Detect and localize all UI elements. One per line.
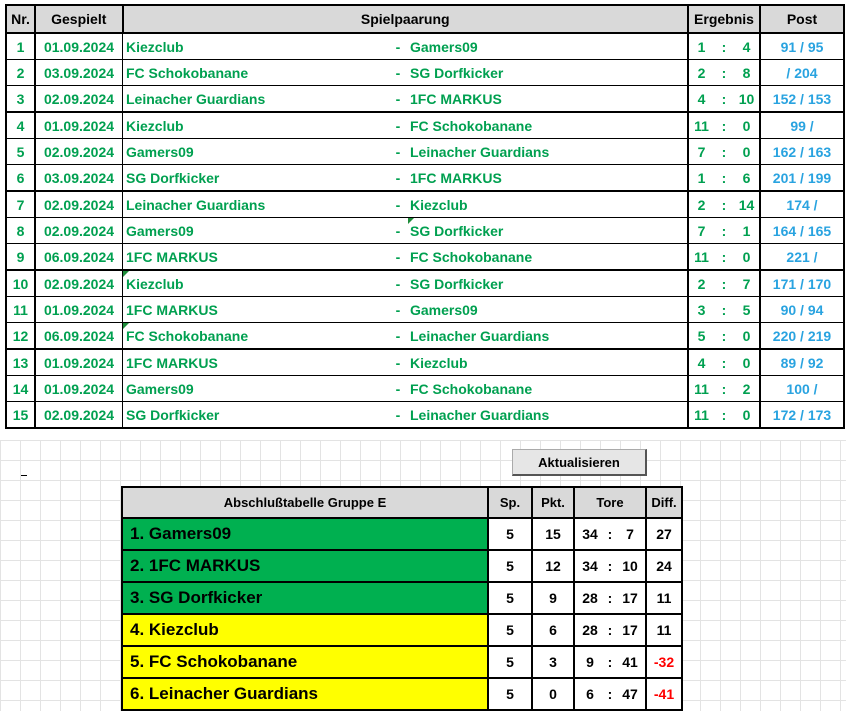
- match-nr: 5: [6, 139, 35, 165]
- post-ids: 221 /: [760, 244, 844, 271]
- home-goals: 1: [688, 33, 714, 60]
- away-goals: 1: [734, 218, 760, 244]
- away-team: FC Schokobanane: [408, 376, 688, 402]
- goals-against: 10: [615, 550, 646, 582]
- goal-difference: -41: [646, 678, 682, 710]
- home-goals: 7: [688, 139, 714, 165]
- score-colon: :: [714, 349, 734, 376]
- match-date: 06.09.2024: [35, 323, 123, 350]
- goals-colon: :: [605, 582, 615, 614]
- home-goals: 11: [688, 376, 714, 402]
- team-name: 1. Gamers09: [122, 518, 488, 550]
- match-nr: 6: [6, 165, 35, 192]
- points: 15: [532, 518, 574, 550]
- match-dash: -: [388, 349, 408, 376]
- match-nr: 11: [6, 297, 35, 323]
- team-name: 5. FC Schokobanane: [122, 646, 488, 678]
- away-team: Kiezclub: [408, 191, 688, 218]
- goal-difference: -32: [646, 646, 682, 678]
- goal-difference: 11: [646, 614, 682, 646]
- away-goals: 14: [734, 191, 760, 218]
- home-team: Gamers09: [123, 139, 389, 165]
- games-played: 5: [488, 582, 532, 614]
- away-goals: 0: [734, 349, 760, 376]
- home-goals: 2: [688, 60, 714, 86]
- games-played: 5: [488, 614, 532, 646]
- post-ids: 89 / 92: [760, 349, 844, 376]
- home-goals: 4: [688, 349, 714, 376]
- home-goals: 2: [688, 191, 714, 218]
- home-team: Kiezclub: [123, 270, 389, 297]
- refresh-button[interactable]: Aktualisieren: [512, 449, 647, 476]
- away-team: Kiezclub: [408, 349, 688, 376]
- away-team: SG Dorfkicker: [408, 60, 688, 86]
- match-date: 02.09.2024: [35, 139, 123, 165]
- goals-for: 34: [574, 518, 605, 550]
- match-dash: -: [388, 376, 408, 402]
- match-date: 02.09.2024: [35, 218, 123, 244]
- match-nr: 9: [6, 244, 35, 271]
- away-goals: 0: [734, 402, 760, 429]
- away-team: Leinacher Guardians: [408, 139, 688, 165]
- standings-title: Abschlußtabelle Gruppe E: [122, 487, 488, 518]
- score-colon: :: [714, 191, 734, 218]
- away-goals: 5: [734, 297, 760, 323]
- header-nr: Nr.: [6, 5, 35, 33]
- match-date: 06.09.2024: [35, 244, 123, 271]
- away-goals: 8: [734, 60, 760, 86]
- match-date: 03.09.2024: [35, 60, 123, 86]
- post-ids: 100 /: [760, 376, 844, 402]
- score-colon: :: [714, 60, 734, 86]
- standings-rows: [122, 518, 682, 710]
- points: 0: [532, 678, 574, 710]
- team-name: 4. Kiezclub: [122, 614, 488, 646]
- post-ids: 162 / 163: [760, 139, 844, 165]
- post-ids: / 204: [760, 60, 844, 86]
- standings-row: [122, 614, 682, 646]
- home-team: 1FC MARKUS: [123, 349, 389, 376]
- match-rows: [6, 33, 844, 428]
- header-tore: Tore: [574, 487, 646, 518]
- goals-colon: :: [605, 518, 615, 550]
- score-colon: :: [714, 244, 734, 271]
- match-header-row: [6, 5, 844, 33]
- games-played: 5: [488, 518, 532, 550]
- match-row: [6, 402, 844, 429]
- goals-colon: :: [605, 646, 615, 678]
- match-dash: -: [388, 191, 408, 218]
- match-dash: -: [388, 33, 408, 60]
- standings-row: [122, 582, 682, 614]
- home-goals: 4: [688, 86, 714, 113]
- match-date: 01.09.2024: [35, 349, 123, 376]
- home-goals: 2: [688, 270, 714, 297]
- match-dash: -: [388, 244, 408, 271]
- home-team: Leinacher Guardians: [123, 86, 389, 113]
- standings-row: [122, 550, 682, 582]
- points: 6: [532, 614, 574, 646]
- match-nr: 4: [6, 112, 35, 139]
- match-dash: -: [388, 270, 408, 297]
- games-played: 5: [488, 678, 532, 710]
- away-goals: 0: [734, 244, 760, 271]
- goals-against: 7: [615, 518, 646, 550]
- match-nr: 2: [6, 60, 35, 86]
- post-ids: 90 / 94: [760, 297, 844, 323]
- goals-colon: :: [605, 550, 615, 582]
- post-ids: 171 / 170: [760, 270, 844, 297]
- away-team: Gamers09: [408, 297, 688, 323]
- cell-marker: [21, 475, 27, 476]
- standings-header-row: [122, 487, 682, 518]
- score-colon: :: [714, 139, 734, 165]
- header-gespielt: Gespielt: [35, 5, 123, 33]
- match-date: 02.09.2024: [35, 270, 123, 297]
- home-goals: 11: [688, 244, 714, 271]
- match-nr: 8: [6, 218, 35, 244]
- score-colon: :: [714, 112, 734, 139]
- home-team: FC Schokobanane: [123, 323, 389, 350]
- home-goals: 7: [688, 218, 714, 244]
- post-ids: 152 / 153: [760, 86, 844, 113]
- post-ids: 172 / 173: [760, 402, 844, 429]
- match-schedule-table: [5, 4, 845, 429]
- header-sp: Sp.: [488, 487, 532, 518]
- match-nr: 10: [6, 270, 35, 297]
- score-colon: :: [714, 86, 734, 113]
- away-goals: 10: [734, 86, 760, 113]
- header-diff: Diff.: [646, 487, 682, 518]
- post-ids: 220 / 219: [760, 323, 844, 350]
- goal-difference: 27: [646, 518, 682, 550]
- match-nr: 15: [6, 402, 35, 429]
- home-team: Leinacher Guardians: [123, 191, 389, 218]
- away-goals: 0: [734, 323, 760, 350]
- goals-colon: :: [605, 678, 615, 710]
- score-colon: :: [714, 270, 734, 297]
- match-nr: 3: [6, 86, 35, 113]
- score-colon: :: [714, 323, 734, 350]
- header-spielpaarung: Spielpaarung: [123, 5, 689, 33]
- goals-against: 17: [615, 582, 646, 614]
- away-goals: 0: [734, 139, 760, 165]
- goals-for: 6: [574, 678, 605, 710]
- header-pkt: Pkt.: [532, 487, 574, 518]
- match-dash: -: [388, 112, 408, 139]
- match-row: [6, 270, 844, 297]
- match-dash: -: [388, 60, 408, 86]
- match-row: [6, 191, 844, 218]
- away-team: Leinacher Guardians: [408, 402, 688, 429]
- post-ids: 99 /: [760, 112, 844, 139]
- score-colon: :: [714, 402, 734, 429]
- post-ids: 174 /: [760, 191, 844, 218]
- home-team: Gamers09: [123, 376, 389, 402]
- goals-for: 28: [574, 582, 605, 614]
- goals-for: 28: [574, 614, 605, 646]
- post-ids: 201 / 199: [760, 165, 844, 192]
- post-ids: 91 / 95: [760, 33, 844, 60]
- home-team: FC Schokobanane: [123, 60, 389, 86]
- home-team: Gamers09: [123, 218, 389, 244]
- home-team: Kiezclub: [123, 112, 389, 139]
- points: 3: [532, 646, 574, 678]
- home-goals: 5: [688, 323, 714, 350]
- away-team: SG Dorfkicker: [408, 218, 688, 244]
- home-team: SG Dorfkicker: [123, 165, 389, 192]
- away-goals: 0: [734, 112, 760, 139]
- match-date: 01.09.2024: [35, 297, 123, 323]
- match-date: 01.09.2024: [35, 112, 123, 139]
- match-row: [6, 33, 844, 60]
- match-date: 01.09.2024: [35, 33, 123, 60]
- points: 12: [532, 550, 574, 582]
- away-team: 1FC MARKUS: [408, 165, 688, 192]
- match-dash: -: [388, 297, 408, 323]
- match-dash: -: [388, 402, 408, 429]
- match-nr: 12: [6, 323, 35, 350]
- away-goals: 6: [734, 165, 760, 192]
- home-goals: 11: [688, 112, 714, 139]
- home-goals: 1: [688, 165, 714, 192]
- header-post: Post: [760, 5, 844, 33]
- match-dash: -: [388, 139, 408, 165]
- team-name: 6. Leinacher Guardians: [122, 678, 488, 710]
- away-team: FC Schokobanane: [408, 112, 688, 139]
- score-colon: :: [714, 376, 734, 402]
- away-team: SG Dorfkicker: [408, 270, 688, 297]
- post-ids: 164 / 165: [760, 218, 844, 244]
- match-date: 02.09.2024: [35, 402, 123, 429]
- match-nr: 13: [6, 349, 35, 376]
- goals-colon: :: [605, 614, 615, 646]
- team-name: 2. 1FC MARKUS: [122, 550, 488, 582]
- score-colon: :: [714, 165, 734, 192]
- standings-row: [122, 646, 682, 678]
- match-row: [6, 376, 844, 402]
- header-ergebnis: Ergebnis: [688, 5, 760, 33]
- match-dash: -: [388, 165, 408, 192]
- match-dash: -: [388, 86, 408, 113]
- match-row: [6, 86, 844, 113]
- match-row: [6, 349, 844, 376]
- match-row: [6, 139, 844, 165]
- match-date: 02.09.2024: [35, 191, 123, 218]
- goal-difference: 24: [646, 550, 682, 582]
- score-colon: :: [714, 218, 734, 244]
- games-played: 5: [488, 646, 532, 678]
- home-team: SG Dorfkicker: [123, 402, 389, 429]
- match-dash: -: [388, 323, 408, 350]
- standings-row: [122, 678, 682, 710]
- match-date: 01.09.2024: [35, 376, 123, 402]
- match-date: 02.09.2024: [35, 86, 123, 113]
- match-row: [6, 244, 844, 271]
- away-team: 1FC MARKUS: [408, 86, 688, 113]
- home-team: Kiezclub: [123, 33, 389, 60]
- match-row: [6, 218, 844, 244]
- match-row: [6, 165, 844, 192]
- home-team: 1FC MARKUS: [123, 244, 389, 271]
- score-colon: :: [714, 297, 734, 323]
- goals-against: 41: [615, 646, 646, 678]
- standings-table: [121, 486, 683, 711]
- score-colon: :: [714, 33, 734, 60]
- match-nr: 7: [6, 191, 35, 218]
- goals-for: 9: [574, 646, 605, 678]
- match-row: [6, 297, 844, 323]
- away-goals: 4: [734, 33, 760, 60]
- match-nr: 14: [6, 376, 35, 402]
- goal-difference: 11: [646, 582, 682, 614]
- match-row: [6, 112, 844, 139]
- away-team: Leinacher Guardians: [408, 323, 688, 350]
- match-row: [6, 323, 844, 350]
- away-goals: 7: [734, 270, 760, 297]
- away-team: Gamers09: [408, 33, 688, 60]
- match-date: 03.09.2024: [35, 165, 123, 192]
- match-nr: 1: [6, 33, 35, 60]
- goals-against: 47: [615, 678, 646, 710]
- match-dash: -: [388, 218, 408, 244]
- home-goals: 11: [688, 402, 714, 429]
- match-row: [6, 60, 844, 86]
- games-played: 5: [488, 550, 532, 582]
- standings-row: [122, 518, 682, 550]
- goals-for: 34: [574, 550, 605, 582]
- points: 9: [532, 582, 574, 614]
- team-name: 3. SG Dorfkicker: [122, 582, 488, 614]
- home-goals: 3: [688, 297, 714, 323]
- away-goals: 2: [734, 376, 760, 402]
- goals-against: 17: [615, 614, 646, 646]
- away-team: FC Schokobanane: [408, 244, 688, 271]
- home-team: 1FC MARKUS: [123, 297, 389, 323]
